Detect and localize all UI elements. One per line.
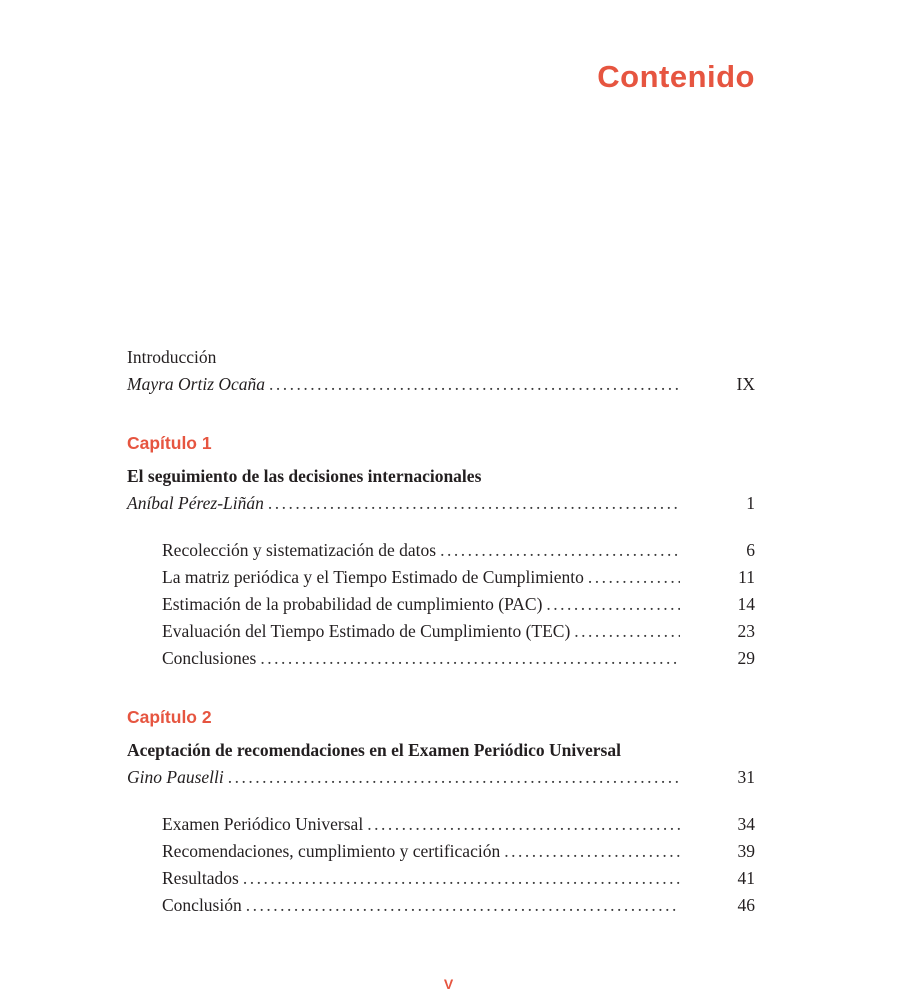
section-title: Estimación de la probabilidad de cumplimiento (PAC) <box>162 594 543 615</box>
page-title: Contenido <box>597 59 755 94</box>
dot-leader <box>440 537 680 564</box>
page-number: IX <box>736 374 755 395</box>
toc-entry-introduction <box>127 344 755 398</box>
section-entry <box>162 537 755 564</box>
dot-leader <box>504 838 680 865</box>
section-entry <box>162 892 755 919</box>
toc-entry-chapter-2 <box>127 704 755 919</box>
page-number: 6 <box>746 540 755 561</box>
page-number: 1 <box>746 493 755 514</box>
page-number: 39 <box>737 841 755 862</box>
dot-leader <box>546 591 680 618</box>
dot-leader <box>243 865 680 892</box>
chapter-sections <box>127 811 755 919</box>
dot-leader <box>260 645 680 672</box>
section-title: Evaluación del Tiempo Estimado de Cumplimiento (TEC) <box>162 621 571 642</box>
entry-title: Introducción <box>127 347 217 368</box>
page-number: 31 <box>737 767 755 788</box>
entry-author: Mayra Ortiz Ocaña <box>127 374 266 395</box>
section-entry <box>162 591 755 618</box>
toc-entry-chapter-1 <box>127 430 755 672</box>
page-number: 41 <box>737 868 755 889</box>
chapter-label: Capítulo 2 <box>127 707 212 728</box>
page-number: 29 <box>737 648 755 669</box>
page-number: 23 <box>737 621 755 642</box>
chapter-title: El seguimiento de las decisiones internacionales <box>127 466 482 487</box>
page-number: 14 <box>737 594 755 615</box>
entry-author-row <box>127 490 755 517</box>
section-title: Conclusión <box>162 895 242 916</box>
page-number: 46 <box>737 895 755 916</box>
dot-leader <box>574 618 680 645</box>
dot-leader <box>228 764 680 791</box>
section-entry <box>162 645 755 672</box>
section-title: Conclusiones <box>162 648 257 669</box>
section-title: Resultados <box>162 868 239 889</box>
page-number: 11 <box>738 567 755 588</box>
dot-leader <box>268 490 680 517</box>
section-entry <box>162 564 755 591</box>
entry-author-row <box>127 371 755 398</box>
table-of-contents <box>127 344 755 919</box>
dot-leader <box>246 892 680 919</box>
section-entry <box>162 865 755 892</box>
dot-leader <box>588 564 680 591</box>
section-title: La matriz periódica y el Tiempo Estimado de Cumplimiento <box>162 567 584 588</box>
entry-author-row <box>127 764 755 791</box>
section-title: Examen Periódico Universal <box>162 814 364 835</box>
chapter-label: Capítulo 1 <box>127 433 212 454</box>
section-title: Recomendaciones, cumplimiento y certificación <box>162 841 501 862</box>
entry-author: Aníbal Pérez-Liñán <box>127 493 264 514</box>
chapter-title: Aceptación de recomendaciones en el Examen Periódico Universal <box>127 740 621 761</box>
page-number: 34 <box>737 814 755 835</box>
section-entry <box>162 618 755 645</box>
entry-author: Gino Pauselli <box>127 767 224 788</box>
section-entry <box>162 811 755 838</box>
dot-leader <box>367 811 680 838</box>
chapter-sections <box>127 537 755 672</box>
folio-page-number: V <box>443 976 455 992</box>
dot-leader <box>269 371 680 398</box>
section-title: Recolección y sistematización de datos <box>162 540 437 561</box>
section-entry <box>162 838 755 865</box>
